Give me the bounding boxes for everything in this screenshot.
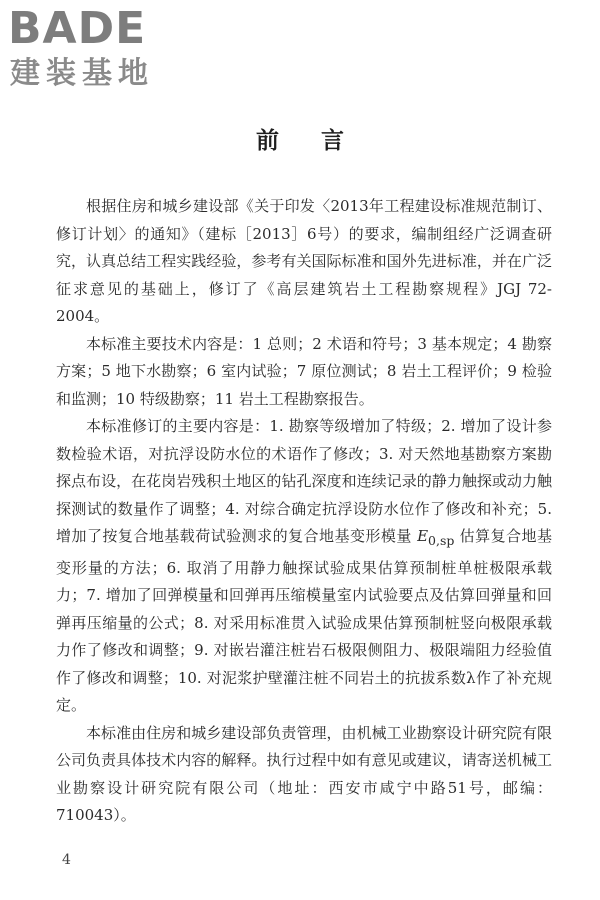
logo-subtitle: 建装基地	[10, 56, 154, 91]
logo-wordmark: BADE	[8, 3, 147, 54]
modulus-subscript: 0,sp	[428, 533, 455, 548]
body-text	[56, 193, 552, 830]
paragraph-1-text: 根据住房和城乡建设部《关于印发〈2013年工程建设标准规范制订、修订计划〉的通知》（建标［2013］6号）的要求，编制组经广泛调查研究，认真总结工程实践经验，参考有关国际标准和国外先进标准，并在广泛征求意见的基础上，修订了《高层建筑岩土工程勘察规程》JGJ 72-2004。	[56, 197, 552, 325]
paragraph-1	[56, 193, 552, 331]
modulus-symbol: E	[417, 527, 429, 545]
paragraph-2-text: 本标准主要技术内容是：1 总则；2 术语和符号；3 基本规定；4 勘察方案；5 地下水勘察；6 室内试验；7 原位测试；8 岩土工程评价；9 检验和监测；10 特级勘察；11 岩土工程勘察报告。	[56, 334, 552, 408]
page-title: 前言	[256, 127, 386, 154]
paragraph-4	[56, 720, 552, 830]
page-number: 4	[62, 852, 71, 868]
brand-logo	[8, 4, 183, 96]
paragraph-3	[56, 413, 552, 720]
paragraph-2	[56, 331, 552, 414]
paragraph-3-text-before: 本标准修订的主要内容是：1. 勘察等级增加了特级；2. 增加了设计参数检验术语，对抗浮设防水位的术语作了修改；3. 对天然地基勘察方案勘探点布设，在花岗岩残积土地区的钻孔深度和连续记录的静力触探或动力触探测试的数量作了调整；4. 对综合确定抗浮设防水位作了修改和补充；5. 增加了按复合地基载荷试验测求的复合地基变形模量	[56, 417, 552, 545]
paragraph-4-text: 本标准由住房和城乡建设部负责管理，由机械工业勘察设计研究院有限公司负责具体技术内容的解释。执行过程中如有意见或建议，请寄送机械工业勘察设计研究院有限公司（地址：西安市咸宁中路51号，邮编：710043）。	[56, 723, 552, 824]
paragraph-3-text-after: 估算复合地基变形量的方法；6. 取消了用静力触探试验成果估算预制桩单桩极限承载力；7. 增加了回弹模量和回弹再压缩模量室内试验要点及估算回弹量和回弹再压缩量的公式；8. 对采用标准贯入试验成果估算预制桩竖向极限承载力作了修改和调整；9. 对嵌岩灌注桩岩石极限侧阻力、极限端阻力经验值作了修改和调整；10. 对泥浆护壁灌注桩不同岩土的抗拔系数λ作了补充规定。	[56, 527, 552, 714]
